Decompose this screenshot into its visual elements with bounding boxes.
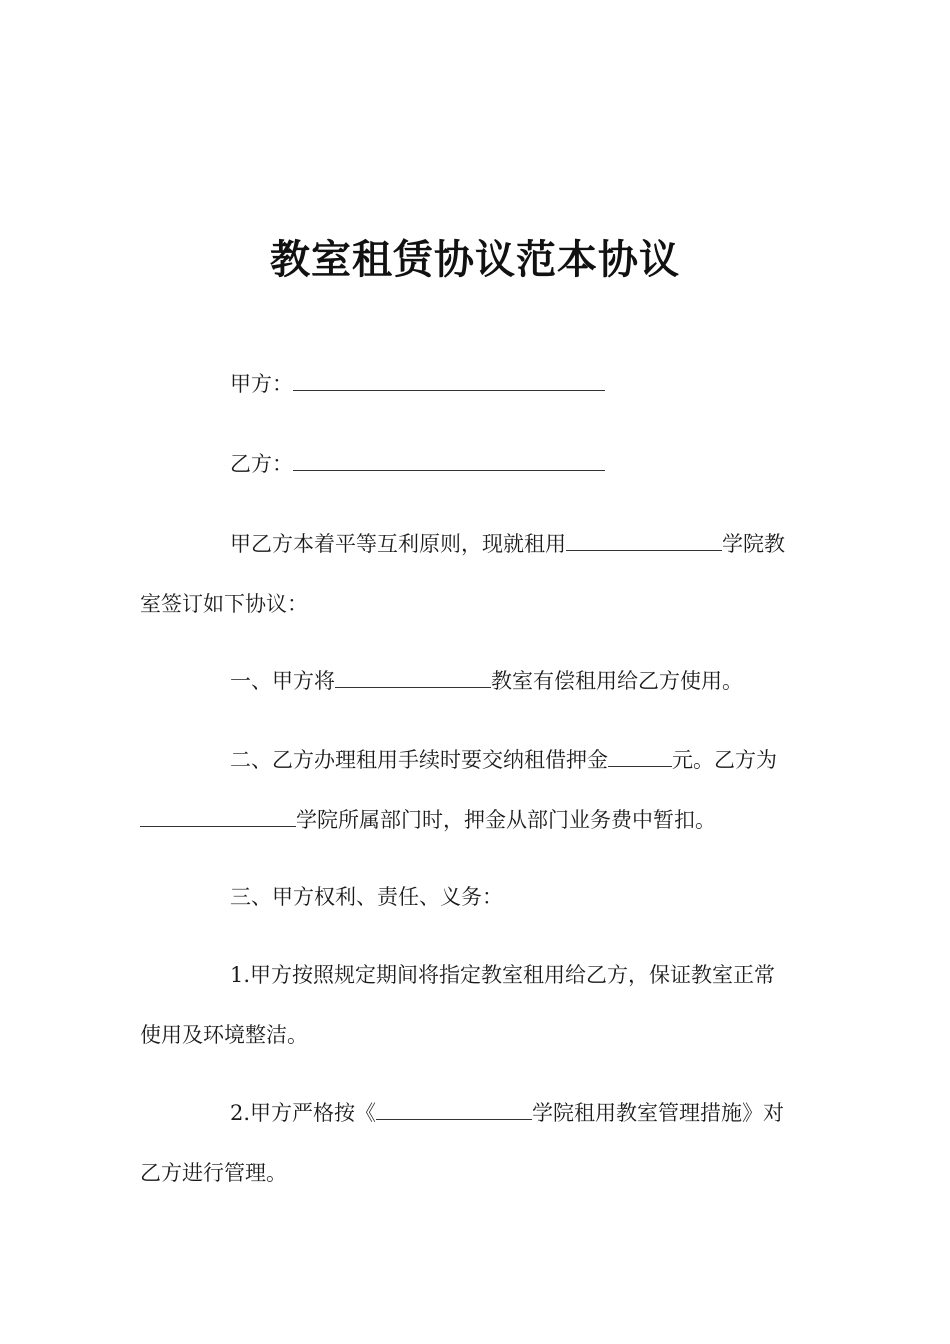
party-b-label: 乙方： (230, 452, 293, 476)
item-1-text-1: 1.甲方按照规定期间将指定教室租用给乙方，保证教室正常 (230, 963, 776, 987)
clause-1-line (230, 666, 816, 696)
intro-line-1 (230, 529, 816, 559)
item-2-line-2 (140, 1158, 816, 1188)
item-2-text-2: 学院租用教室管理措施》对 (532, 1101, 785, 1125)
clause-2-line-2 (140, 805, 816, 835)
document-title: 教室租赁协议范本协议 (270, 237, 680, 283)
clause-1-text-1: 一、甲方将 (230, 669, 335, 693)
college-blank-3 (376, 1099, 532, 1120)
item-2-text-1: 2.甲方严格按《 (230, 1101, 377, 1125)
deposit-blank (608, 746, 672, 767)
party-a-blank (293, 370, 605, 391)
party-a-label: 甲方： (230, 372, 293, 396)
item-1-line-1 (230, 960, 816, 990)
clause-2-text-3: 学院所属部门时，押金从部门业务费中暂扣。 (296, 808, 716, 832)
item-1-text-2: 使用及环境整洁。 (140, 1023, 308, 1047)
clause-2-line-1 (230, 745, 816, 775)
college-blank-1 (566, 530, 722, 551)
item-2-line-1 (230, 1098, 816, 1128)
clause-2-text-1: 二、乙方办理租用手续时要交纳租借押金 (230, 748, 608, 772)
intro-line-2 (140, 589, 816, 619)
item-2-text-3: 乙方进行管理。 (140, 1161, 287, 1185)
intro-text-1: 甲乙方本着平等互利原则，现就租用 (230, 532, 566, 556)
item-1-line-2 (140, 1020, 816, 1050)
party-a-line (230, 369, 816, 399)
party-b-blank (293, 450, 605, 471)
clause-3-heading (230, 882, 816, 912)
college-blank-2 (140, 806, 296, 827)
intro-text-3: 室签订如下协议： (140, 592, 308, 616)
clause-1-text-2: 教室有偿租用给乙方使用。 (491, 669, 743, 693)
classroom-blank (335, 667, 491, 688)
intro-text-2: 学院教 (722, 532, 785, 556)
clause-3-text: 三、甲方权利、责任、义务： (230, 885, 503, 909)
party-b-line (230, 449, 816, 479)
clause-2-text-2: 元。乙方为 (672, 748, 777, 772)
